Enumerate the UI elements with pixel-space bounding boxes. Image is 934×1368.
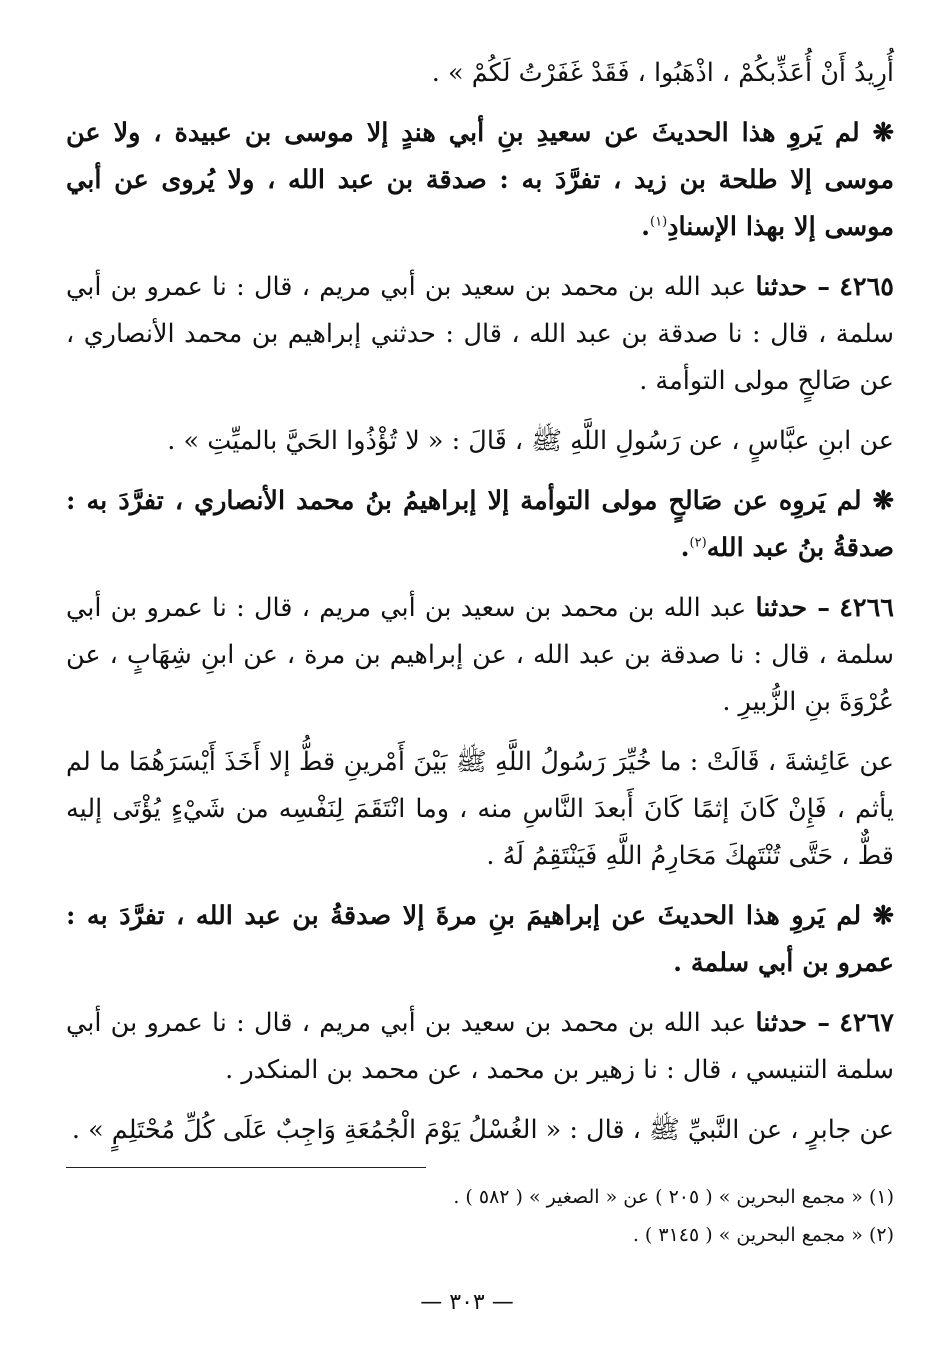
page-body (66, 50, 894, 1350)
matn-text: عن جابرٍ ، عن النَّبيِّ ﷺ ، قال : « الغُسْلُ يَوْمَ الْجُمُعَةِ وَاجِبٌ عَلَى كُلِّ مُحْتَلِمٍ » . (71, 1115, 894, 1145)
hadith-lead-word: – حدثنا (755, 593, 830, 623)
note-paragraph (66, 110, 894, 251)
note-end: . (680, 533, 690, 563)
footnote-divider (66, 1167, 426, 1168)
note-text: ❋ لم يَروِه عن صَالحٍ مولى التوأمة إلا إبراهيمُ بنُ محمد الأنصاري ، تفرَّدَ به : صدقةُ بنُ عبد الله (66, 486, 894, 563)
isnad-text: عبد الله بن محمد بن سعيد بن أبي مريم ، قال : نا عمرو بن أبي سلمة التنيسي ، قال : نا زهير بن محمد ، عن محمد بن المنكدر . (66, 1008, 894, 1085)
hadith-number: ٤٢٦٧ (839, 1008, 894, 1038)
note-end: . (641, 212, 650, 242)
hadith-matn-4266 (66, 739, 894, 880)
note-text: ❋ لم يَروِ هذا الحديثَ عن سعيدِ بنِ أبي هندٍ إلا موسى بن عبيدة ، ولا عن موسى إلا طلحة بن زيد ، تفرَّدَ به : صدقة بن عبد الله ، ولا يُروى عن أبي موسى إلا بهذا الإسنادِ (66, 118, 894, 242)
isnad-text: عبد الله بن محمد بن سعيد بن أبي مريم ، قال : نا عمرو بن أبي سلمة ، قال : نا صدقة بن عبد الله ، قال : حدثني إبراهيم بن محمد الأنصاري ، عن صَالحٍ مولى التوأمة . (66, 272, 894, 396)
hadith-isnad-4265 (66, 264, 894, 405)
hadith-isnad-4266 (66, 585, 894, 726)
footnote-marker: (١) (650, 214, 668, 230)
note-text: ❋ لم يَروِ هذا الحديثَ عن إبراهيمَ بنِ مرةَ إلا صدقةُ بن عبد الله ، تفرَّدَ به : عمرو بن أبي سلمة . (66, 901, 894, 978)
paragraph-text: أُرِيدُ أَنْ أُعَذِّبكُمْ ، اذْهَبُوا ، فَقَدْ غَفَرْتُ لَكُمْ » . (431, 58, 894, 88)
hadith-isnad-4267 (66, 1000, 894, 1094)
hadith-number: ٤٢٦٥ (839, 272, 894, 302)
text-paragraph (66, 50, 894, 97)
hadith-lead-word: – حدثنا (755, 1008, 830, 1038)
footnote: (١) « مجمع البحرين » ( ٢٠٥ ) عن « الصغير » ( ٥٨٢ ) . (453, 1186, 894, 1208)
hadith-matn-4267 (66, 1107, 894, 1154)
footnote: (٢) « مجمع البحرين » ( ٣١٤٥ ) . (632, 1224, 894, 1246)
isnad-text: عبد الله بن محمد بن سعيد بن أبي مريم ، قال : نا عمرو بن أبي سلمة ، قال : نا صدقة بن عبد الله ، عن إبراهيم بن مرة ، عن ابنِ شِهَابٍ ، عن عُرْوَةَ بنِ الزُّبيرِ . (66, 593, 894, 717)
note-paragraph (66, 893, 894, 987)
matn-text: عن عَائِشةَ ، قَالَتْ : ما خُيِّرَ رَسُولُ اللَّهِ ﷺ بَيْنَ أَمْرينِ قطُّ إلا أَخَذَ أَيْسَرَهُمَا ما لم يأثم ، فَإِنْ كَانَ إثمًا كَانَ أَبعدَ النَّاسِ منه ، وما انْتَقَمَ لِنَفْسِه من شَيْءٍ يُؤْتَى إليه قطٌّ ، حَتَّى تُنْتَهكَ مَحَارِمُ اللَّهِ فَيَنْتَقِمُ لَهُ . (66, 747, 894, 871)
hadith-lead-word: – حدثنا (755, 272, 830, 302)
footnote-marker: (٢) (689, 535, 707, 551)
hadith-matn-4265 (66, 418, 894, 465)
matn-text: عن ابنِ عبَّاسٍ ، عن رَسُولِ اللَّهِ ﷺ ، قَالَ : « لا تُؤْذُوا الحَيَّ بالميِّتِ » . (167, 426, 894, 456)
note-paragraph (66, 478, 894, 572)
page-number: — ٣٠٣ — (420, 1290, 514, 1315)
hadith-number: ٤٢٦٦ (839, 593, 894, 623)
